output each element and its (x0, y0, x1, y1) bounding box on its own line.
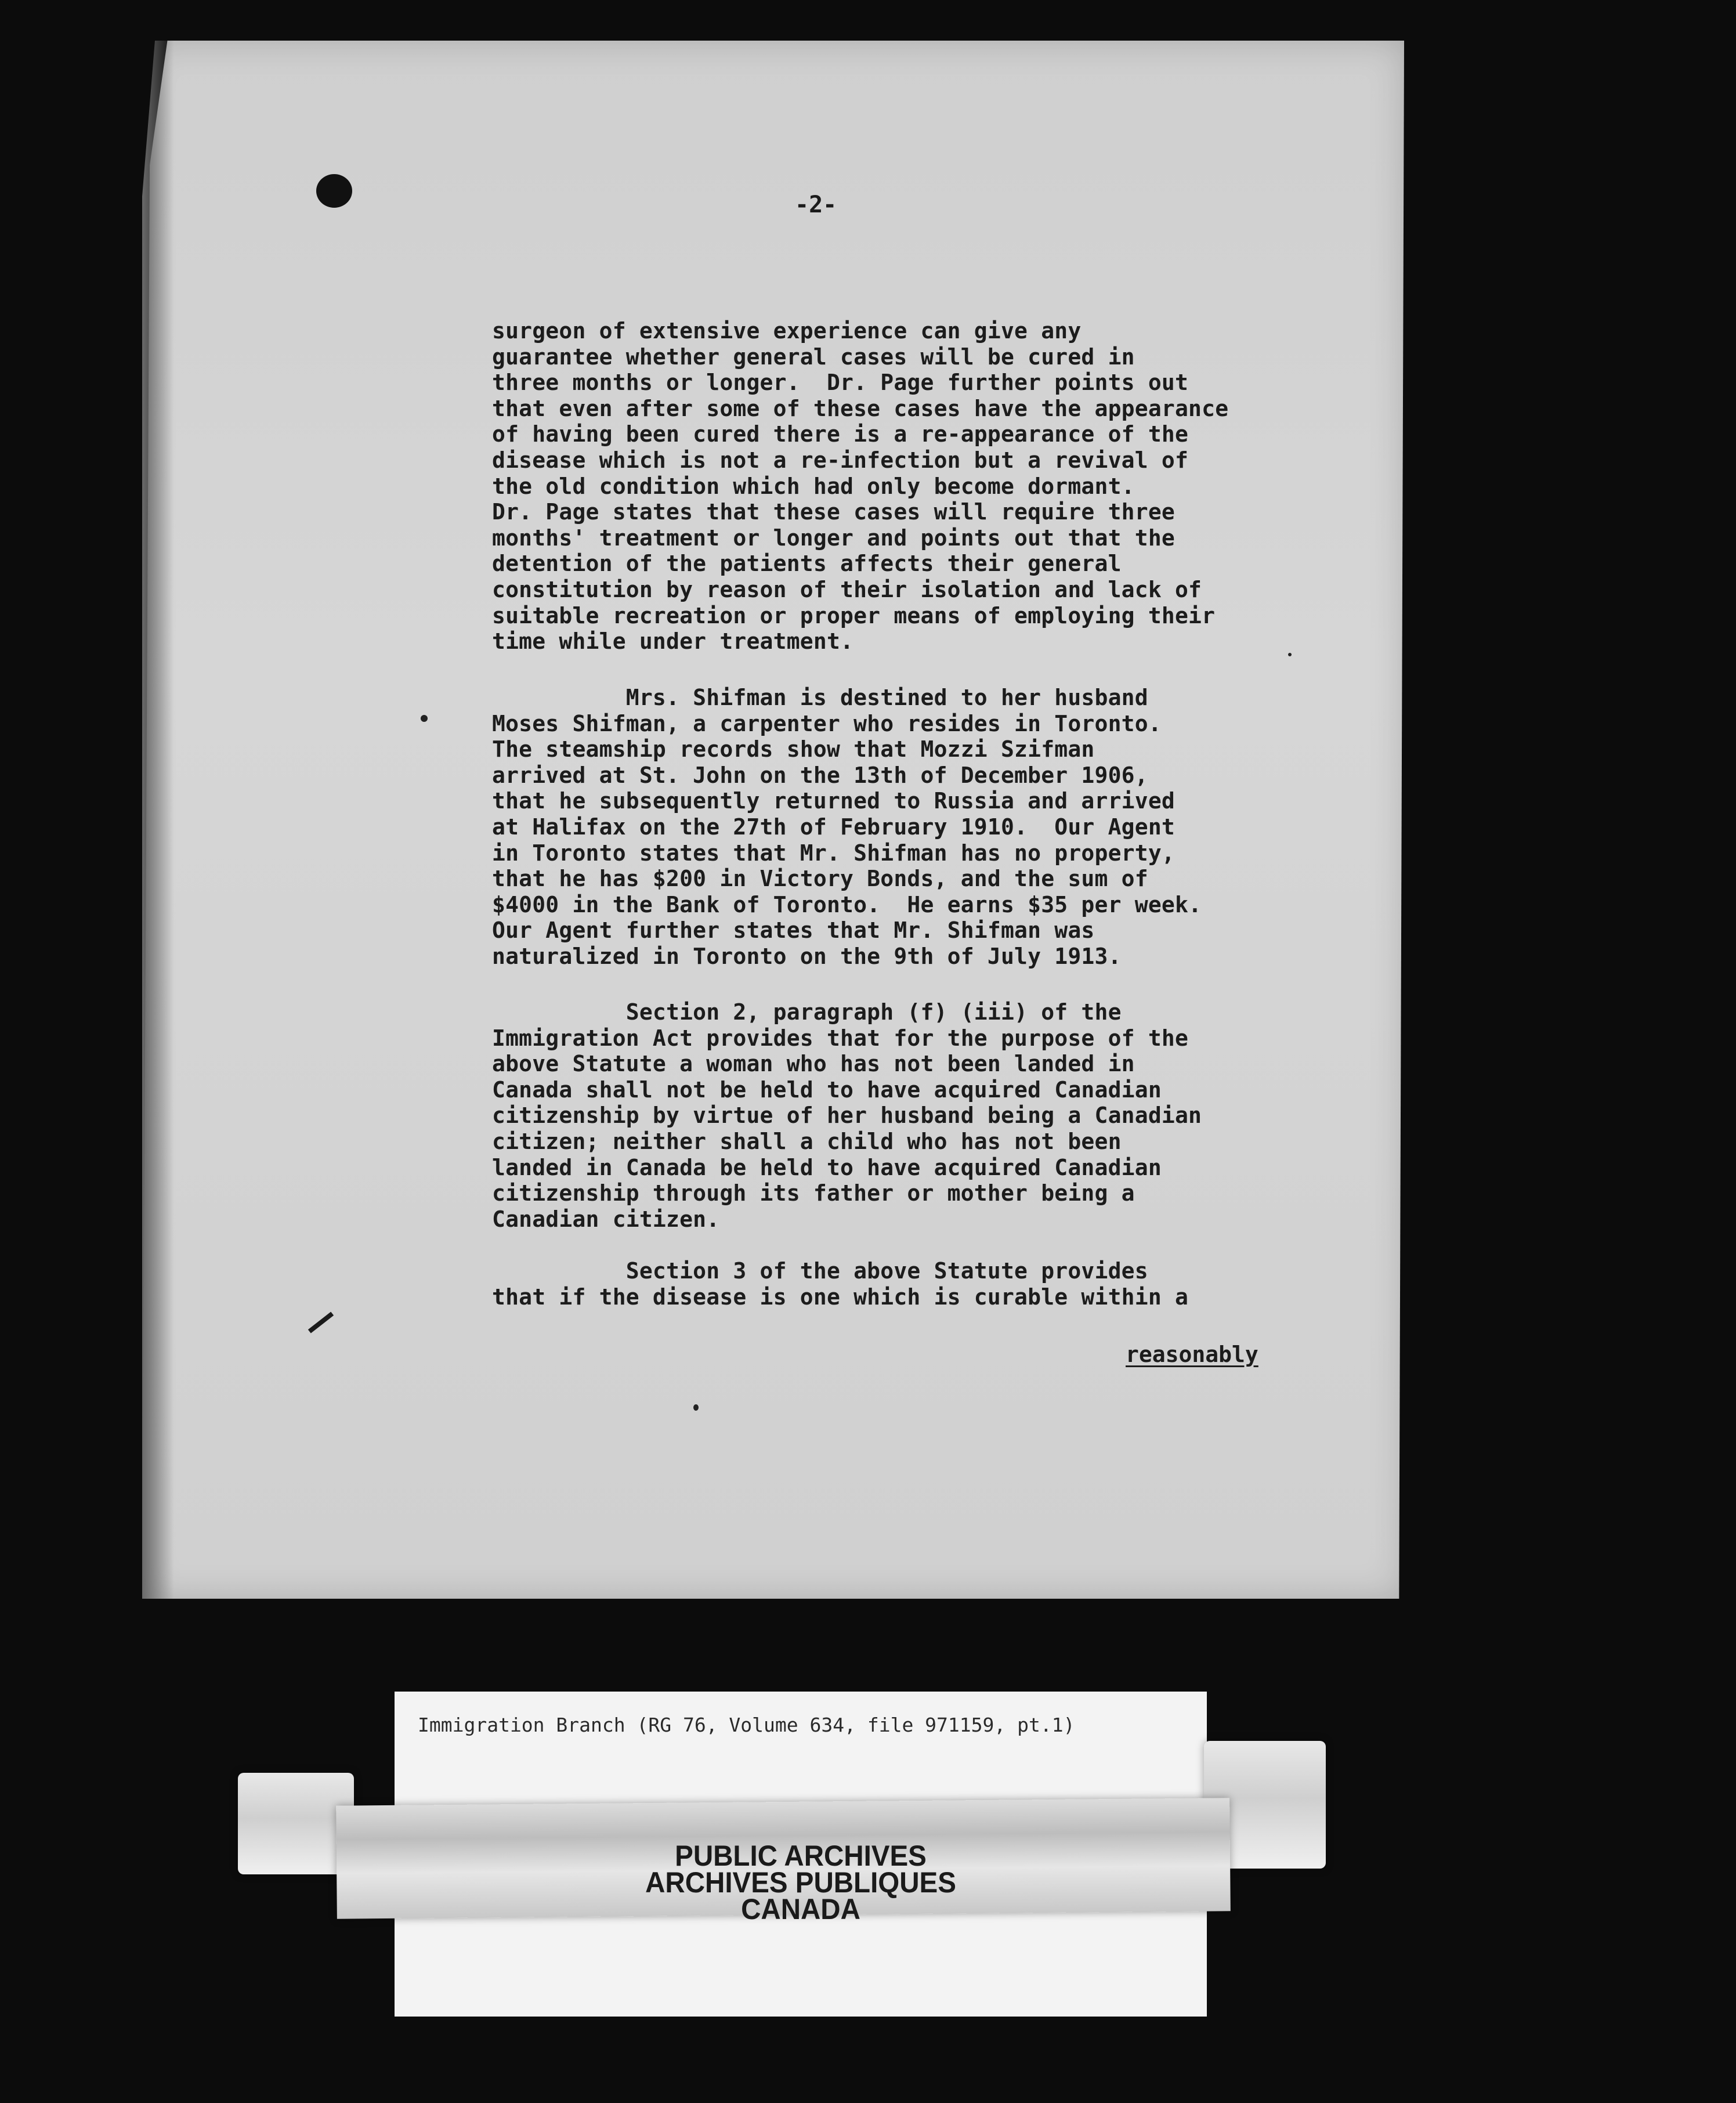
text-line: suitable recreation or proper means of employing their (492, 602, 1216, 628)
text-line: Section 3 of the above Statute provides (492, 1258, 1148, 1284)
paragraph-3 (492, 999, 1374, 1232)
text-line: $4000 in the Bank of Toronto. He earns $35 per week. (492, 891, 1202, 917)
paragraph-1 (492, 318, 1374, 655)
text-line: The steamship records show that Mozzi Szifman (492, 736, 1095, 763)
page-curl-shadow (142, 41, 174, 1599)
text-line: of having been cured there is a re-appearance of the (492, 421, 1189, 447)
text-line: naturalized in Toronto on the 9th of July 1913. (492, 943, 1122, 969)
text-line: in Toronto states that Mr. Shifman has no property, (492, 840, 1175, 866)
page-number: -2- (795, 191, 837, 218)
text-line: constitution by reason of their isolation and lack of (492, 576, 1202, 602)
text-line: Canadian citizen. (492, 1206, 720, 1232)
text-line: Immigration Act provides that for the purpose of the (492, 1025, 1189, 1051)
text-line: that he has $200 in Victory Bonds, and the sum of (492, 866, 1148, 892)
ink-speck (693, 1404, 699, 1411)
text-line: that even after some of these cases have the appearance (492, 395, 1229, 421)
text-line: Mrs. Shifman is destined to her husband (492, 685, 1148, 710)
ink-speck (421, 715, 428, 722)
text-line: at Halifax on the 27th of February 1910. Our Agent (492, 814, 1175, 840)
text-line: landed in Canada be held to have acquired Canadian (492, 1154, 1162, 1180)
text-line: citizen; neither shall a child who has not been (492, 1128, 1122, 1154)
archives-stamp (569, 1842, 1033, 1923)
text-line: guarantee whether general cases will be cured in (492, 344, 1135, 370)
paragraph-2 (492, 685, 1374, 970)
text-line: three months or longer. Dr. Page further points out (492, 370, 1189, 396)
text-line: months' treatment or longer and points out that the (492, 525, 1175, 551)
punch-hole (316, 174, 352, 208)
text-line: Section 2, paragraph (f) (iii) of the (492, 999, 1122, 1025)
text-line: surgeon of extensive experience can give any (492, 318, 1082, 344)
text-line: the old condition which had only become dormant. (492, 473, 1135, 499)
text-line: that if the disease is one which is curable within a (492, 1284, 1189, 1310)
stamp-line: CANADA (741, 1893, 860, 1925)
text-line: disease which is not a re-infection but a revival of (492, 447, 1189, 473)
text-line: arrived at St. John on the 13th of December 1906, (492, 762, 1148, 788)
paragraph-4 (492, 1258, 1374, 1310)
text-line: citizenship by virtue of her husband being a Canadian (492, 1103, 1202, 1129)
text-line: above Statute a woman who has not been landed in (492, 1051, 1135, 1077)
text-line: Canada shall not be held to have acquired Canadian (492, 1076, 1162, 1103)
stamp-line: PUBLIC ARCHIVES (675, 1840, 927, 1872)
archive-reference: Immigration Branch (RG 76, Volume 634, file 971159, pt.1) (418, 1714, 1075, 1736)
text-line: that he subsequently returned to Russia and arrived (492, 788, 1175, 814)
text-line: Our Agent further states that Mr. Shifman was (492, 917, 1095, 944)
stamp-line: ARCHIVES PUBLIQUES (645, 1866, 956, 1899)
text-line: time while under treatment. (492, 628, 854, 655)
text-line: Dr. Page states that these cases will require three (492, 499, 1175, 525)
catch-word: reasonably (1126, 1342, 1258, 1367)
text-line: detention of the patients affects their general (492, 551, 1122, 577)
text-line: Moses Shifman, a carpenter who resides in Toronto. (492, 710, 1162, 736)
text-line: citizenship through its father or mother being a (492, 1180, 1135, 1206)
